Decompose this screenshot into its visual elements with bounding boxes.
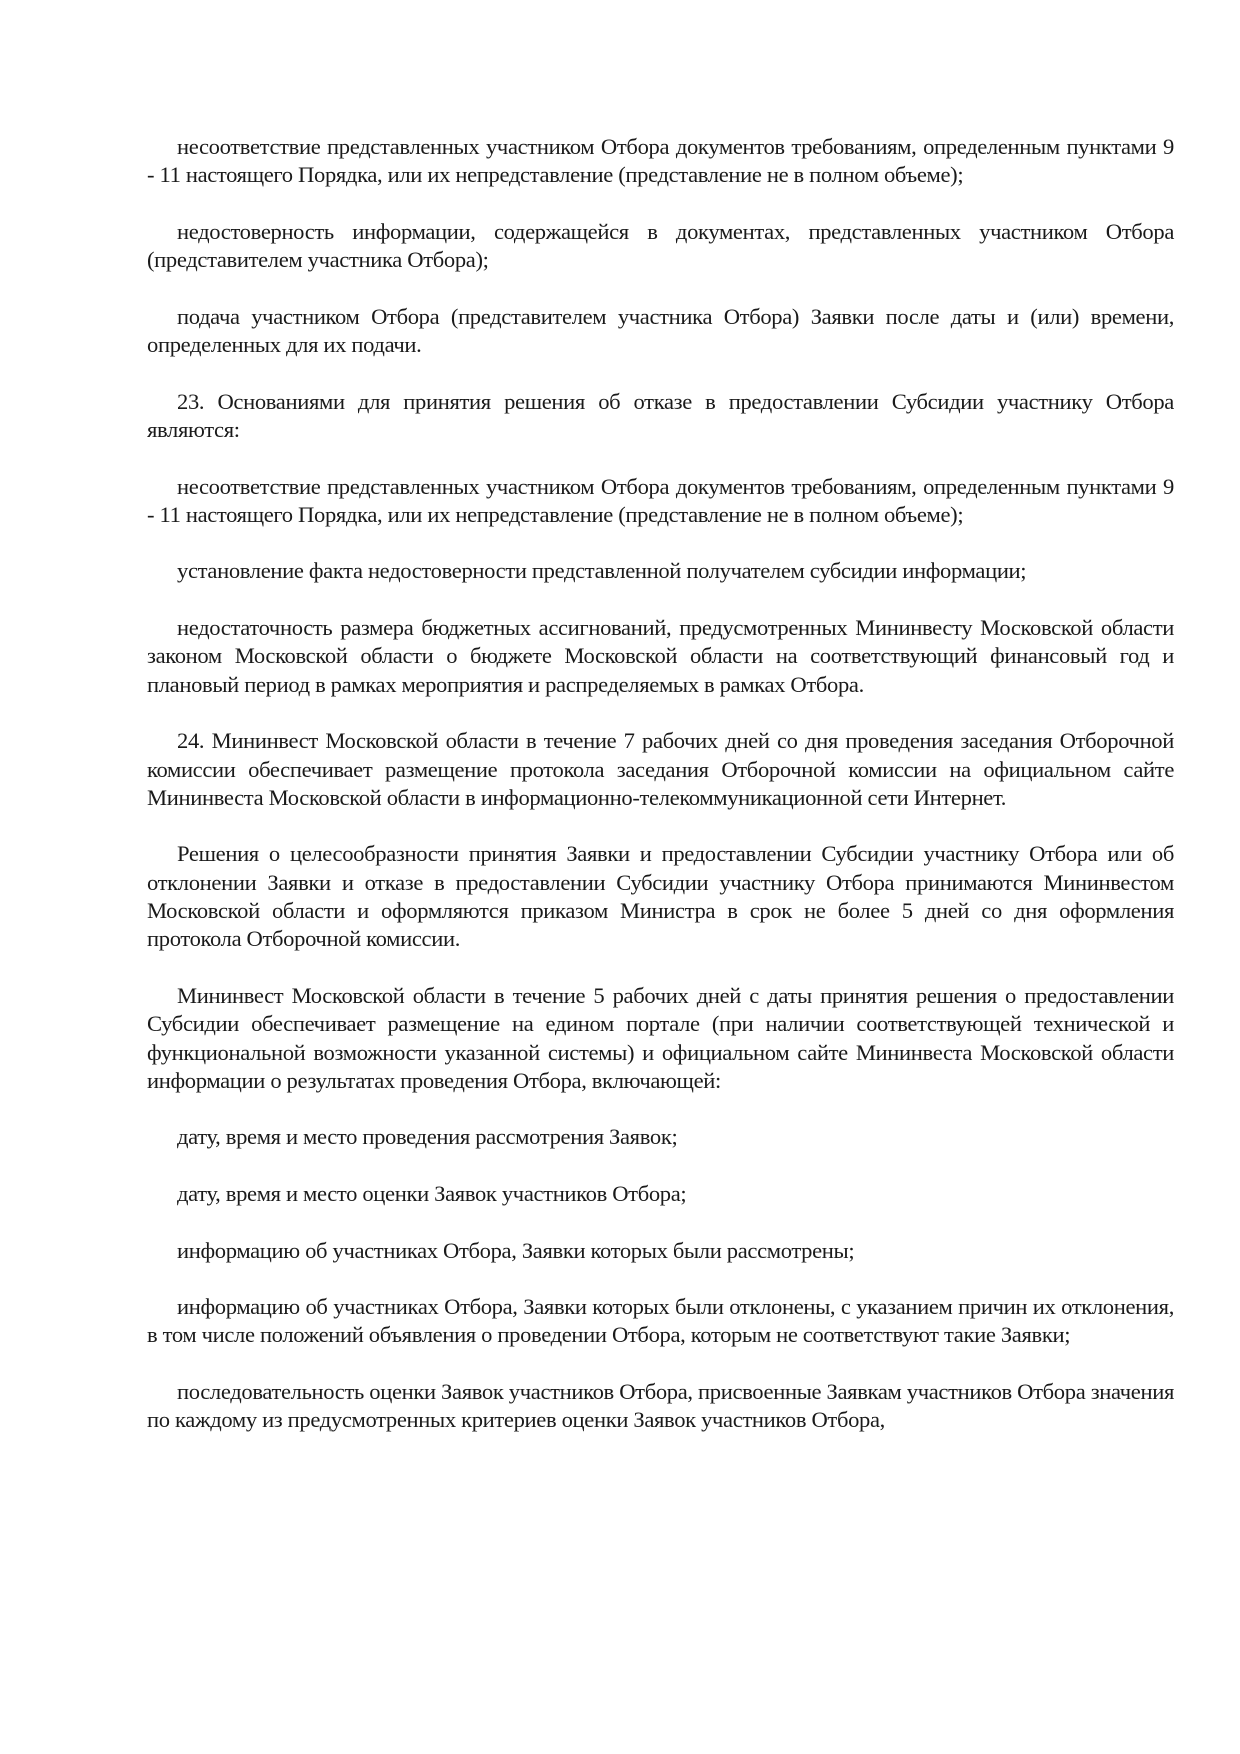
paragraph-unreliable-information: недостоверность информации, содержащейся в документах, представленных участником Отбора (представителем участника Отбора); bbox=[147, 218, 1174, 273]
paragraph-decisions: Решения о целесообразности принятия Заявки и предоставлении Субсидии участнику Отбора или об отклонении Заявки и отказе в предоставлении Субсидии участнику Отбора принимаются Мининвестом Московской области и оформляются приказом Министра в срок не более 5 дней со дня оформления протокола Отборочной комиссии. bbox=[147, 841, 1174, 952]
paragraph-evaluation-date: дату, время и место оценки Заявок участников Отбора; bbox=[177, 1180, 687, 1206]
paragraph-late-submission: подача участником Отбора (представителем участника Отбора) Заявки после даты и (или) времени, определенных для их подачи. bbox=[147, 303, 1174, 358]
paragraph-clause-23-heading: 23. Основаниями для принятия решения об отказе в предоставлении Субсидии участнику Отбора являются: bbox=[147, 388, 1174, 442]
paragraph-review-date: дату, время и место проведения рассмотрения Заявок; bbox=[177, 1124, 678, 1150]
paragraph-noncompliance-documents-2: несоответствие представленных участником Отбора документов требованиям, определенным пунктами 9 - 11 настоящего Порядка, или их непредставление (представление не в полном объеме); bbox=[147, 473, 1174, 527]
paragraph-results-publication: Мининвест Московской области в течение 5 рабочих дней с даты принятия решения о предоставлении Субсидии обеспечивает размещение на едином портале (при наличии соответствующей технической и функциональной возможности указанной системы) и официальном сайте Мининвеста Московской области информации о результатах проведения Отбора, включающей: bbox=[147, 982, 1174, 1093]
document-page bbox=[147, 133, 1174, 1435]
paragraph-clause-24: 24. Мининвест Московской области в течение 7 рабочих дней со дня проведения заседания Отборочной комиссии обеспечивает размещение протокола заседания Отборочной комиссии на официальном сайте Мининвеста Московской области в информационно-телекоммуникационной сети Интернет. bbox=[147, 728, 1174, 810]
paragraph-reviewed-participants: информацию об участниках Отбора, Заявки которых были рассмотрены; bbox=[177, 1237, 855, 1263]
paragraph-insufficient-budget: недостаточность размера бюджетных ассигнований, предусмотренных Мининвесту Московской области законом Московской области о бюджете Московской области на соответствующий финансовый год и плановый период в рамках мероприятия и распределяемых в рамках Отбора. bbox=[147, 615, 1174, 697]
paragraph-rejected-participants: информацию об участниках Отбора, Заявки которых были отклонены, с указанием причин их отклонения, в том числе положений объявления о проведении Отбора, которым не соответствуют такие Заявки; bbox=[147, 1294, 1174, 1348]
paragraph-unreliable-info-fact: установление факта недостоверности представленной получателем субсидии информации; bbox=[177, 558, 1027, 584]
paragraph-evaluation-sequence: последовательность оценки Заявок участников Отбора, присвоенные Заявкам участников Отбора значения по каждому из предусмотренных критериев оценки Заявок участников Отбора, bbox=[147, 1379, 1174, 1433]
paragraph-noncompliance-documents: несоответствие представленных участником Отбора документов требованиям, определенным пунктами 9 - 11 настоящего Порядка, или их непредставление (представление не в полном объеме); bbox=[147, 134, 1174, 188]
